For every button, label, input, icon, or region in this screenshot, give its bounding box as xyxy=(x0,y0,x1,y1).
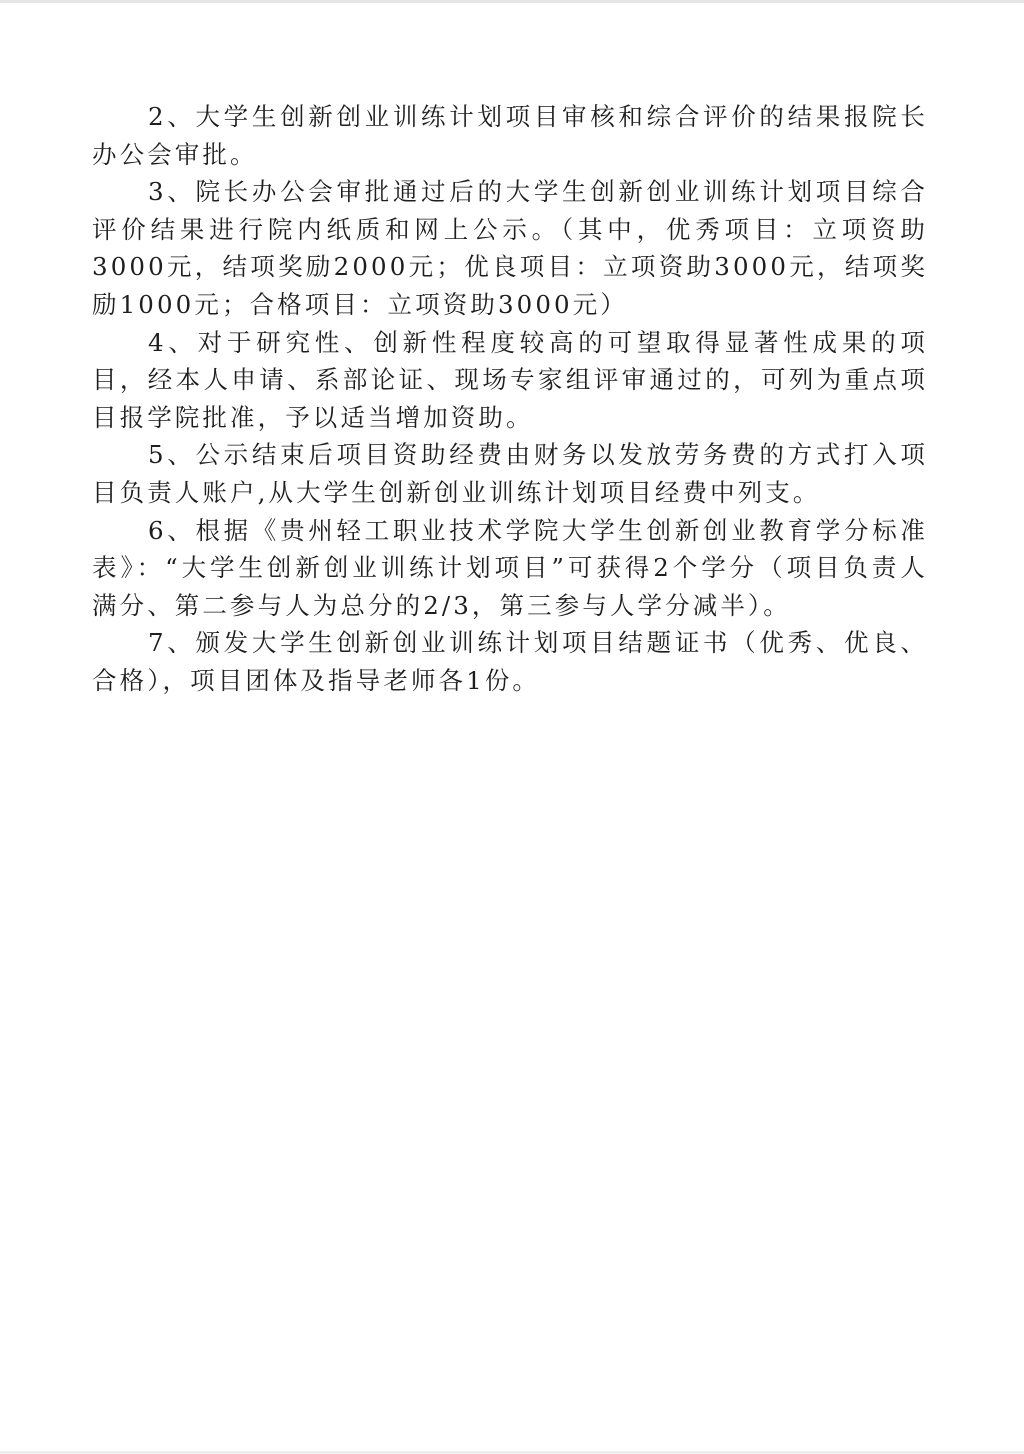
paragraph-item-6: 6、根据《贵州轻工职业技术学院大学生创新创业教育学分标准表》：“大学生创新创业训练计划项目”可获得2个学分（项目负责人满分、第二参与人为总分的2/3，第三参与人学分减半）。 xyxy=(92,515,928,620)
paragraph-item-3: 3、院长办公会审批通过后的大学生创新创业训练计划项目综合评价结果进行院内纸质和网上公示。（其中，优秀项目：立项资助3000元，结项奖励2000元；优良项目：立项资助3000元，结项奖励1000元；合格项目：立项资助3000元） xyxy=(92,177,928,319)
paragraph-item-4: 4、对于研究性、创新性程度较高的可望取得显著性成果的项目，经本人申请、系部论证、现场专家组评审通过的，可列为重点项目报学院批准，予以适当增加资助。 xyxy=(92,327,928,432)
document-body xyxy=(92,98,928,700)
paragraph-item-5: 5、公示结束后项目资助经费由财务以发放劳务费的方式打入项目负责人账户,从大学生创新创业训练计划项目经费中列支。 xyxy=(92,440,928,507)
paragraph-item-2: 2、大学生创新创业训练计划项目审核和综合评价的结果报院长办公会审批。 xyxy=(92,102,928,169)
paragraph-item-7: 7、颁发大学生创新创业训练计划项目结题证书（优秀、优良、合格），项目团体及指导老师各1份。 xyxy=(92,628,928,695)
